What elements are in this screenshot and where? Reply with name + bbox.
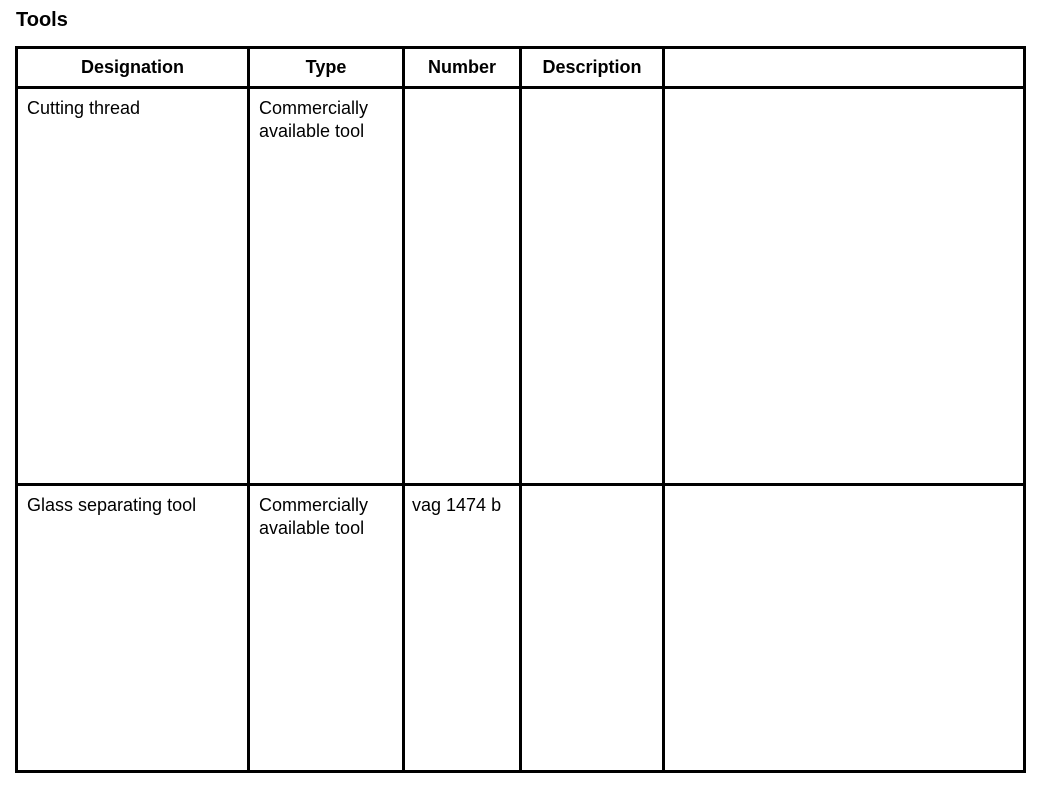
page-title: Tools: [16, 9, 68, 31]
column-header-type: Type: [249, 48, 404, 88]
cell-number: vag 1474 b: [404, 485, 521, 772]
cell-type: Commercially available tool: [249, 88, 404, 485]
cell-designation: Cutting thread: [17, 88, 249, 485]
table-header-row: [17, 48, 1025, 88]
cell-designation: Glass separating tool: [17, 485, 249, 772]
table-row: [17, 88, 1025, 485]
column-header-number: Number: [404, 48, 521, 88]
cell-type: Commercially available tool: [249, 485, 404, 772]
column-header-blank: [664, 48, 1025, 88]
cell-extra: [664, 88, 1025, 485]
cell-description: [521, 88, 664, 485]
column-header-description: Description: [521, 48, 664, 88]
table-row: [17, 485, 1025, 772]
column-header-designation: Designation: [17, 48, 249, 88]
cell-number: [404, 88, 521, 485]
cell-description: [521, 485, 664, 772]
tools-table: [15, 46, 1026, 773]
cell-extra: [664, 485, 1025, 772]
